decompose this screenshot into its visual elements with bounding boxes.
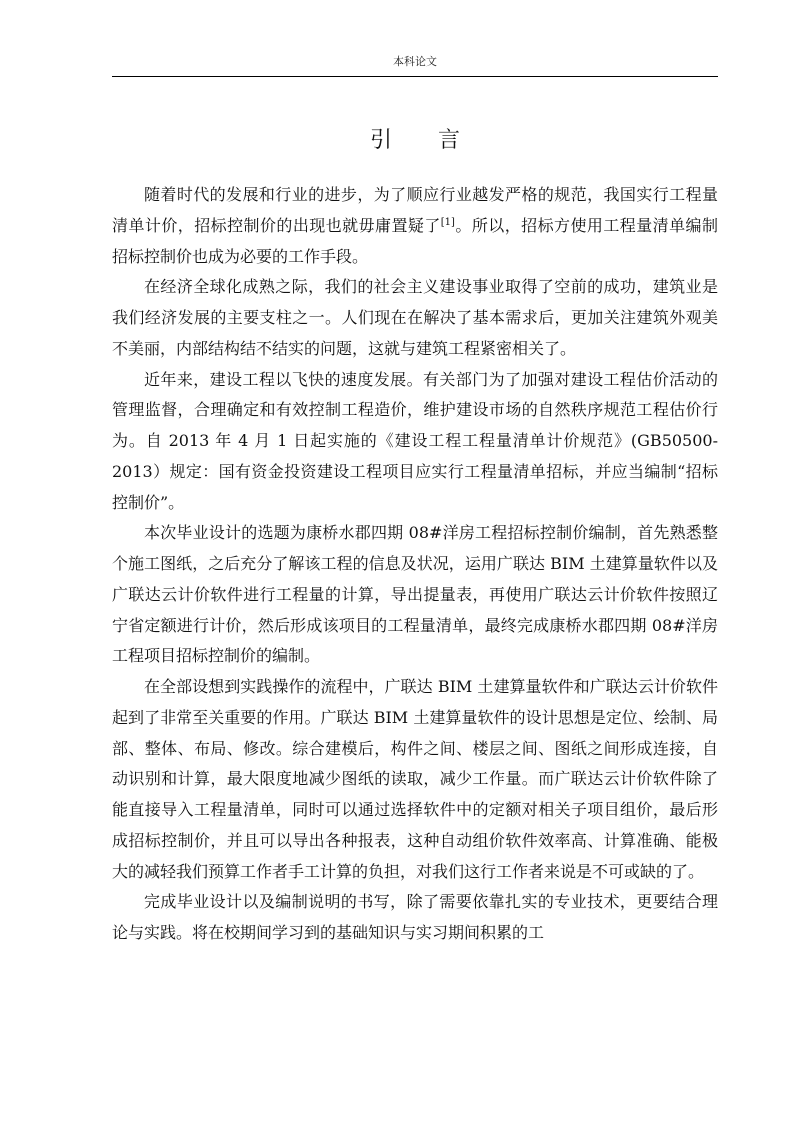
header-rule [112, 76, 718, 77]
paragraph-3: 近年来，建设工程以飞快的速度发展。有关部门为了加强对建设工程估价活动的管理监督，合理确定和有效控制工程造价，维护建设市场的自然秩序规范工程估价行为。自 2013 年 4 月 1 日起实施的《建设工程工程量清单计价规范》(GB50500-2013）规定：国有资金投资建设工程项目应实行工程量清单招标，并应当编制“招标控制价”。 [112, 369, 718, 512]
running-header: 本科论文 [393, 55, 437, 68]
paragraph-6: 完成毕业设计以及编制说明的书写，除了需要依靠扎实的专业技术，更要结合理论与实践。将在校期间学习到的基础知识与实习期间积累的工 [112, 892, 718, 942]
paragraph-1 [112, 180, 718, 272]
citation-ref-1: [1] [440, 216, 455, 228]
paragraph-2: 在经济全球化成熟之际，我们的社会主义建设事业取得了空前的成功，建筑业是我们经济发展的主要支柱之一。人们现在在解决了基本需求后，更加关注建筑外观美不美丽，内部结构结不结实的问题，这就与建筑工程紧密相关了。 [112, 277, 718, 358]
section-title-char-2: 言 [438, 128, 461, 153]
paragraph-1-text-a: 随着时代的发展和行业的进步，为了顺应行业越发严格的规范，我国实行工程量清单计价，招标控制价的出现也就毋庸置疑了 [112, 185, 718, 235]
section-title-char-1: 引 [369, 128, 392, 153]
paragraph-1-text-b: 。所以，招标方使用工程量清单编制招标控制价也成为必要的工作手段。 [112, 215, 718, 266]
paragraph-5: 在全部设想到实践操作的流程中，广联达 BIM 土建算量软件和广联达云计价软件起到了非常至关重要的作用。广联达 BIM 土建算量软件的设计思想是定位、绘制、局部、整体、布局、修改。综合建模后，构件之间、楼层之间、图纸之间形成连接，自动识别和计算，最大限度地减少图纸的读取，减少工作量。而广联达云计价软件除了能直接导入工程量清单，同时可以通过选择软件中的定额对相关子项目组价，最后形成招标控制价，并且可以导出各种报表，这种自动组价软件效率高、计算准确、能极大的减轻我们预算工作者手工计算的负担，对我们这行工作者来说是不可或缺的了。 [112, 677, 718, 881]
body-text [112, 180, 718, 949]
section-title [112, 126, 718, 156]
paragraph-4: 本次毕业设计的选题为康桥水郡四期 08#洋房工程招标控制价编制，首先熟悉整个施工图纸，之后充分了解该工程的信息及状况，运用广联达 BIM 土建算量软件以及广联达云计价软件进行工程量的计算，导出提量表，再使用广联达云计价软件按照辽宁省定额进行计价，然后形成该项目的工程量清单，最终完成康桥水郡四期 08#洋房工程项目招标控制价的编制。 [112, 523, 718, 666]
